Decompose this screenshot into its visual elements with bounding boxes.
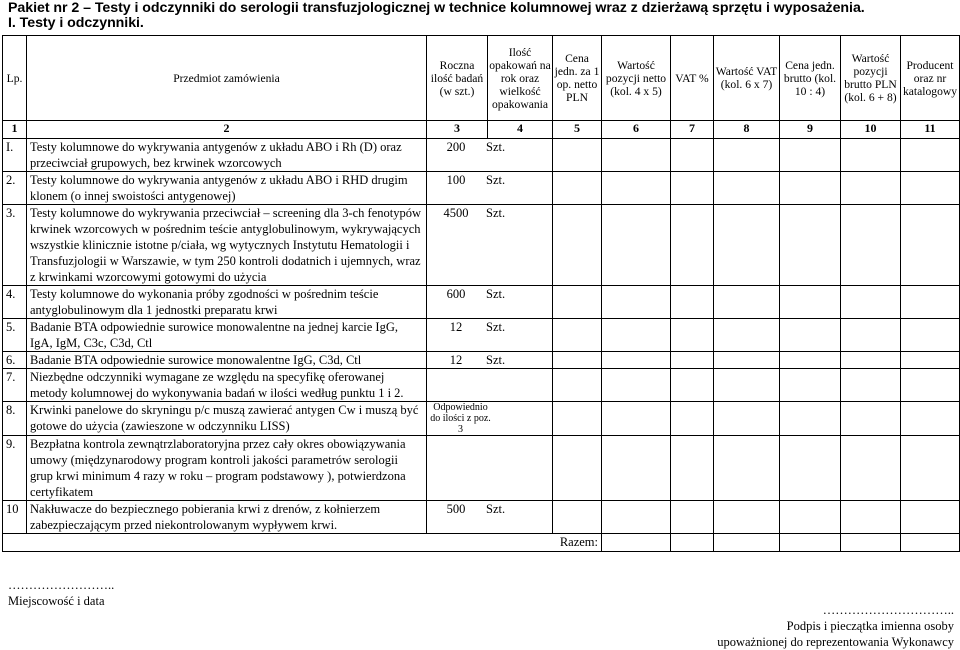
row-vat-rate-cell [671,402,714,436]
row-subject: Badanie BTA odpowiednie surowice monowalentne IgG, C3d, Ctl [27,352,427,369]
row-gross-value-cell [841,172,901,205]
column-number: 7 [671,121,714,139]
row-vat-value-cell [714,139,780,172]
row-unit-net-price-cell [553,402,602,436]
row-unit-gross-price-cell [780,369,841,402]
row-unit-gross-price-cell [780,436,841,501]
column-number: 11 [901,121,960,139]
row-unit-gross-price-cell [780,319,841,352]
row-unit-net-price-cell [553,139,602,172]
total-net-value-cell [602,534,671,552]
row-unit-gross-price-cell [780,205,841,286]
row-producer-cell [901,436,960,501]
row-lp: 2. [3,172,27,205]
row-unit-gross-price-cell [780,286,841,319]
column-number: 8 [714,121,780,139]
total-row [3,534,960,552]
column-number: 9 [780,121,841,139]
row-lp: 5. [3,319,27,352]
total-vat-value-cell [714,534,780,552]
row-subject: Badanie BTA odpowiednie surowice monowalentne na jednej karcie IgG, IgA, IgM, C3c, C3d, Ctl [27,319,427,352]
row-unit-gross-price-cell [780,402,841,436]
total-label: Razem: [3,534,602,552]
row-vat-value-cell [714,172,780,205]
column-number: 10 [841,121,901,139]
column-number-row [3,121,960,139]
header-unit-gross-price: Cena jedn. brutto (kol. 10 : 4) [780,36,841,121]
column-number: 2 [27,121,427,139]
row-lp: 6. [3,352,27,369]
row-vat-rate-cell [671,172,714,205]
row-vat-value-cell [714,436,780,501]
column-number: 4 [488,121,553,139]
row-net-value-cell [602,501,671,534]
row-net-value-cell [602,369,671,402]
row-producer-cell [901,369,960,402]
row-quantity-note: Odpowiednio do ilości z poz. 3 [430,402,491,435]
row-producer-cell [901,286,960,319]
row-unit-net-price-cell [553,501,602,534]
signature-block [717,602,954,650]
row-unit: Szt. [486,353,506,367]
row-quantity-cell [427,319,553,352]
header-net-value: Wartość pozycji netto (kol. 4 x 5) [602,36,671,121]
row-vat-value-cell [714,369,780,402]
row-producer-cell [901,402,960,436]
header-gross-value: Wartość pozycji brutto PLN (kol. 6 + 8) [841,36,901,121]
title-line-1: Pakiet nr 2 – Testy i odczynniki do serologii transfuzjologicznej w technice kolumnowej wraz z dzierżawą sprzętu i wyposażenia. [8,0,865,16]
signature-dots: ………………………….. [822,603,954,617]
row-unit: Szt. [486,502,506,516]
table-row [3,286,960,319]
row-vat-rate-cell [671,352,714,369]
row-gross-value-cell [841,139,901,172]
row-producer-cell [901,139,960,172]
row-net-value-cell [602,139,671,172]
row-quantity-cell [427,369,553,402]
row-vat-rate-cell [671,319,714,352]
row-producer-cell [901,205,960,286]
row-gross-value-cell [841,501,901,534]
header-vat-rate: VAT % [671,36,714,121]
header-package-count: Ilość opakowań na rok oraz wielkość opakowania [488,36,553,121]
header-annual-count: Roczna ilość badań (w szt.) [427,36,488,121]
column-number: 6 [602,121,671,139]
table-row [3,436,960,501]
row-gross-value-cell [841,352,901,369]
row-quantity-cell [427,286,553,319]
row-lp: 8. [3,402,27,436]
row-vat-value-cell [714,205,780,286]
row-quantity: 100 [446,173,466,187]
row-gross-value-cell [841,319,901,352]
row-subject: Niezbędne odczynniki wymagane ze względu na specyfikę oferowanej metody kolumnowej do wykonywania badań w ilości według punktu 1 i 2. [27,369,427,402]
signature-label-line-1: Podpis i pieczątka imienna osoby [786,619,954,633]
header-unit-net-price: Cena jedn. za 1 op. netto PLN [553,36,602,121]
row-net-value-cell [602,205,671,286]
place-date-label: Miejscowość i data [8,594,105,608]
row-vat-value-cell [714,501,780,534]
row-quantity-cell [427,139,553,172]
row-subject: Krwinki panelowe do skryningu p/c muszą zawierać antygen Cw i muszą być gotowe do użycia (zawieszone w odczynniku LISS) [27,402,427,436]
signature-label-line-2: upoważnionej do reprezentowania Wykonawcy [717,635,954,649]
row-unit-net-price-cell [553,286,602,319]
row-gross-value-cell [841,205,901,286]
row-lp: 7. [3,369,27,402]
row-quantity-cell [427,501,553,534]
row-vat-rate-cell [671,139,714,172]
row-vat-rate-cell [671,286,714,319]
row-subject: Testy kolumnowe do wykrywania antygenów z układu ABO i Rh (D) oraz przeciwciał grupowych, bez krwinek wzorcowych [27,139,427,172]
column-number: 5 [553,121,602,139]
row-producer-cell [901,319,960,352]
row-producer-cell [901,501,960,534]
row-subject: Bezpłatna kontrola zewnątrzlaboratoryjna przez cały okres obowiązywania umowy (międzynarodowy program kontroli jakości parametrów serologii grup krwi minimum 4 razy w roku – program podstawowy ), potwierdzona certyfikatem [27,436,427,501]
row-net-value-cell [602,319,671,352]
row-lp: 9. [3,436,27,501]
row-subject: Testy kolumnowe do wykonania próby zgodności w pośrednim teście antyglobulinowym dla 1 jednostki preparatu krwi [27,286,427,319]
row-producer-cell [901,172,960,205]
row-gross-value-cell [841,402,901,436]
row-net-value-cell [602,172,671,205]
row-unit-net-price-cell [553,319,602,352]
row-gross-value-cell [841,286,901,319]
row-quantity: 12 [449,320,463,334]
header-lp: Lp. [3,36,27,121]
header-subject: Przedmiot zamówienia [27,36,427,121]
table-row [3,205,960,286]
row-unit: Szt. [486,287,506,301]
total-unit-gross-cell [780,534,841,552]
row-quantity-cell [427,172,553,205]
row-unit-net-price-cell [553,205,602,286]
row-net-value-cell [602,402,671,436]
row-lp: 3. [3,205,27,286]
title-line-2: I. Testy i odczynniki. [8,15,144,31]
row-subject: Testy kolumnowe do wykrywania przeciwciał – screening dla 3-ch fenotypów krwinek wzorcowych w pośrednim teście antyglobulinowym, wykrywających wszystkie klinicznie istotne p/ciała, wg wytycznych Instytutu Hematologii i Transfuzjologii w Warszawie, w tym 250 kontroli dodatnich i ujemnych, wraz z krwinkami wzorcowymi gotowymi do użycia [27,205,427,286]
place-date-block [8,577,114,609]
row-quantity: 500 [446,502,466,516]
row-vat-rate-cell [671,205,714,286]
table-row [3,369,960,402]
row-unit: Szt. [486,173,506,187]
table-row [3,501,960,534]
total-gross-value-cell [841,534,901,552]
table-row [3,402,960,436]
row-vat-value-cell [714,286,780,319]
row-vat-rate-cell [671,436,714,501]
column-number: 1 [3,121,27,139]
row-quantity-cell [427,352,553,369]
row-vat-value-cell [714,402,780,436]
total-producer-cell [901,534,960,552]
row-unit: Szt. [486,140,506,154]
row-net-value-cell [602,352,671,369]
table-row [3,172,960,205]
table-row [3,352,960,369]
row-unit-gross-price-cell [780,172,841,205]
table-row [3,319,960,352]
row-gross-value-cell [841,369,901,402]
order-table [2,35,960,552]
document-title [8,1,956,31]
column-number: 3 [427,121,488,139]
row-subject: Nakłuwacze do bezpiecznego pobierania krwi z drenów, z kołnierzem zabezpieczającym przed niekontrolowanym wypływem krwi. [27,501,427,534]
row-unit-net-price-cell [553,352,602,369]
row-lp: 4. [3,286,27,319]
row-unit-net-price-cell [553,172,602,205]
row-unit: Szt. [486,320,506,334]
row-quantity-cell [427,205,553,286]
row-quantity-cell [427,436,553,501]
place-date-dots: …………………….. [8,578,115,592]
table-body [3,139,960,534]
header-vat-value: Wartość VAT (kol. 6 x 7) [714,36,780,121]
header-producer: Producent oraz nr katalogowy [901,36,960,121]
total-vat-rate-cell [671,534,714,552]
table-row [3,139,960,172]
row-vat-rate-cell [671,369,714,402]
row-subject: Testy kolumnowe do wykrywania antygenów z układu ABO i RHD drugim klonem (o innej swoistości antygenowej) [27,172,427,205]
row-quantity: 12 [449,353,463,367]
row-vat-value-cell [714,352,780,369]
row-vat-rate-cell [671,501,714,534]
row-vat-value-cell [714,319,780,352]
row-quantity: 4500 [443,206,469,220]
header-row [3,36,960,121]
row-unit-gross-price-cell [780,352,841,369]
row-net-value-cell [602,436,671,501]
row-unit: Szt. [486,206,506,220]
row-quantity: 200 [446,140,466,154]
row-unit-gross-price-cell [780,139,841,172]
row-quantity: 600 [446,287,466,301]
row-unit-net-price-cell [553,436,602,501]
row-producer-cell [901,352,960,369]
row-lp: I. [3,139,27,172]
row-unit-net-price-cell [553,369,602,402]
row-lp: 10 [3,501,27,534]
row-gross-value-cell [841,436,901,501]
row-quantity-cell [427,402,553,436]
row-net-value-cell [602,286,671,319]
row-unit-gross-price-cell [780,501,841,534]
